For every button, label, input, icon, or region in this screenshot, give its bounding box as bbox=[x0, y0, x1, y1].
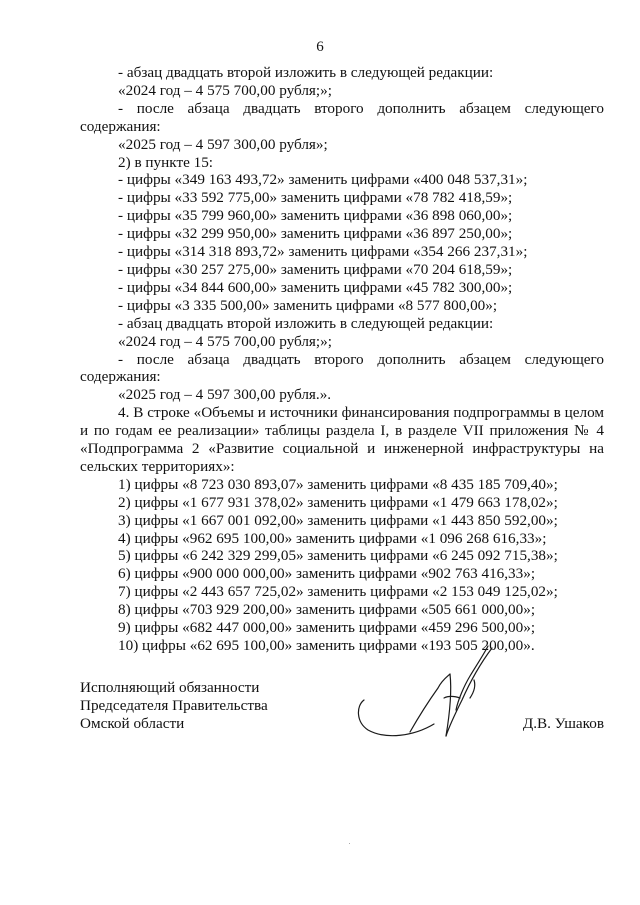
text-line: 10) цифры «62 695 100,00» заменить цифрами «193 505 200,00». bbox=[118, 637, 535, 654]
text-line: 6) цифры «900 000 000,00» заменить цифрами «902 763 416,33»; bbox=[118, 565, 536, 583]
text-line: «Подпрограмма 2 «Развитие социальной и инженерной инфраструктуры на bbox=[80, 440, 604, 458]
text-line: 5) цифры «6 242 329 299,05» заменить цифрами «6 245 092 715,38»; bbox=[118, 547, 558, 565]
signatory-name: Д.В. Ушаков bbox=[522, 715, 604, 732]
text-line: 8) цифры «703 929 200,00» заменить цифрами «505 661 000,00»; bbox=[118, 601, 536, 619]
text-line: - после абзаца двадцать второго дополнить абзацем следующего bbox=[118, 99, 604, 117]
text-line: - после абзаца двадцать второго дополнить абзацем следующего bbox=[118, 350, 604, 368]
signatory-title-line: Исполняющий обязанности bbox=[80, 679, 260, 696]
text-line: «2024 год – 4 575 700,00 рубля;»; bbox=[118, 332, 332, 350]
scan-speck bbox=[349, 843, 350, 844]
signatory-title-line: Председателя Правительства bbox=[80, 696, 268, 714]
text-line: - цифры «35 799 960,00» заменить цифрами «36 898 060,00»; bbox=[118, 207, 513, 225]
text-line: 4. В строке «Объемы и источники финансирования подпрограммы в целом bbox=[118, 404, 604, 422]
document-body bbox=[80, 64, 604, 655]
text-line: - цифры «34 844 600,00» заменить цифрами «45 782 300,00»; bbox=[118, 278, 513, 296]
text-line: 3) цифры «1 667 001 092,00» заменить цифрами «1 443 850 592,00»; bbox=[118, 511, 558, 529]
text-line: - цифры «30 257 275,00» заменить цифрами «70 204 618,59»; bbox=[118, 260, 513, 278]
text-line: 9) цифры «682 447 000,00» заменить цифрами «459 296 500,00»; bbox=[118, 619, 536, 637]
text-line: содержания: bbox=[80, 117, 161, 135]
text-line: 2) цифры «1 677 931 378,02» заменить цифрами «1 479 663 178,02»; bbox=[118, 493, 558, 511]
signatory-title bbox=[80, 679, 268, 733]
text-line: 7) цифры «2 443 657 725,02» заменить цифрами «2 153 049 125,02»; bbox=[118, 583, 558, 601]
text-line: и по годам ее реализации» таблицы раздела I, в разделе VII приложения № 4 bbox=[80, 422, 604, 440]
text-line: 4) цифры «962 695 100,00» заменить цифрами «1 096 268 616,33»; bbox=[118, 529, 547, 547]
text-line: 1) цифры «8 723 030 893,07» заменить цифрами «8 435 185 709,40»; bbox=[118, 475, 558, 493]
text-line: «2025 год – 4 597 300,00 рубля»; bbox=[118, 135, 328, 153]
text-line: «2024 год – 4 575 700,00 рубля;»; bbox=[118, 81, 332, 99]
text-line: - абзац двадцать второй изложить в следующей редакции: bbox=[118, 314, 494, 332]
signatory-title-line: Омской области bbox=[80, 714, 185, 732]
text-line: 2) в пункте 15: bbox=[118, 153, 214, 171]
signature-block bbox=[80, 679, 604, 739]
text-line: содержания: bbox=[80, 368, 161, 386]
text-line: - цифры «32 299 950,00» заменить цифрами «36 897 250,00»; bbox=[118, 225, 513, 243]
text-line: - цифры «33 592 775,00» заменить цифрами «78 782 418,59»; bbox=[118, 189, 513, 207]
text-line: - цифры «314 318 893,72» заменить цифрами «354 266 237,31»; bbox=[118, 243, 528, 261]
text-line: - абзац двадцать второй изложить в следующей редакции: bbox=[118, 64, 494, 81]
text-line: - цифры «349 163 493,72» заменить цифрами «400 048 537,31»; bbox=[118, 171, 528, 189]
text-line: сельских территориях»: bbox=[80, 457, 235, 475]
handwritten-signature bbox=[352, 640, 502, 750]
page-number: 6 bbox=[316, 39, 324, 55]
text-line: - цифры «3 335 500,00» заменить цифрами «8 577 800,00»; bbox=[118, 296, 498, 314]
text-line: «2025 год – 4 597 300,00 рубля.». bbox=[118, 386, 332, 404]
